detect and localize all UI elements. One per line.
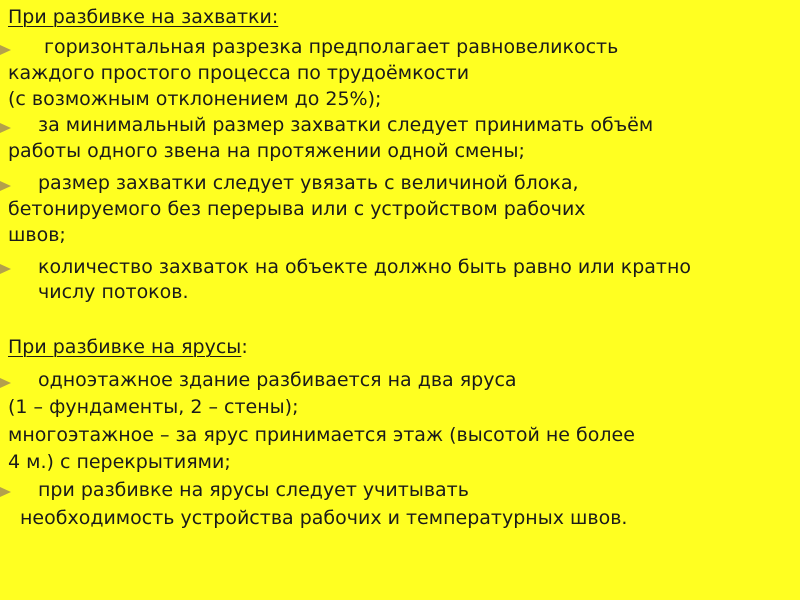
- list-item-line: горизонтальная разрезка предполагает равновеликость: [44, 36, 619, 58]
- triangle-right-icon: [0, 123, 11, 133]
- triangle-right-icon: [0, 181, 11, 191]
- list-item-line: необходимость устройства рабочих и температурных швов.: [20, 507, 628, 529]
- list-item-line: одноэтажное здание разбивается на два яруса: [38, 369, 517, 391]
- list-item-line: (с возможным отклонением до 25%);: [8, 88, 382, 110]
- list-item-line: (1 – фундаменты, 2 – стены);: [8, 396, 299, 418]
- list-item-line: швов;: [8, 224, 66, 246]
- section-heading-colon: :: [241, 336, 248, 358]
- section-heading-zakhvatki: При разбивке на захватки:: [8, 6, 279, 28]
- section-heading-text: При разбивке на ярусы: [8, 336, 242, 358]
- list-item-line: размер захватки следует увязать с величиной блока,: [38, 172, 579, 194]
- list-item-line: числу потоков.: [38, 281, 189, 303]
- list-item-line: работы одного звена на протяжении одной смены;: [8, 140, 525, 162]
- list-item-line: многоэтажное – за ярус принимается этаж (высотой не более: [8, 424, 635, 446]
- list-item-line: бетонируемого без перерыва или с устройством рабочих: [8, 198, 586, 220]
- triangle-right-icon: [0, 264, 11, 274]
- section-heading-yarusy: [8, 334, 248, 360]
- list-item-line: при разбивке на ярусы следует учитывать: [38, 479, 469, 501]
- list-item-line: 4 м.) с перекрытиями;: [8, 451, 231, 473]
- list-item-line: количество захваток на объекте должно быть равно или кратно: [38, 256, 692, 278]
- triangle-right-icon: [0, 378, 11, 388]
- list-item-line: каждого простого процесса по трудоёмкости: [8, 62, 470, 84]
- triangle-right-icon: [0, 487, 11, 497]
- list-item-line: за минимальный размер захватки следует принимать объём: [38, 114, 654, 136]
- triangle-right-icon: [0, 45, 11, 55]
